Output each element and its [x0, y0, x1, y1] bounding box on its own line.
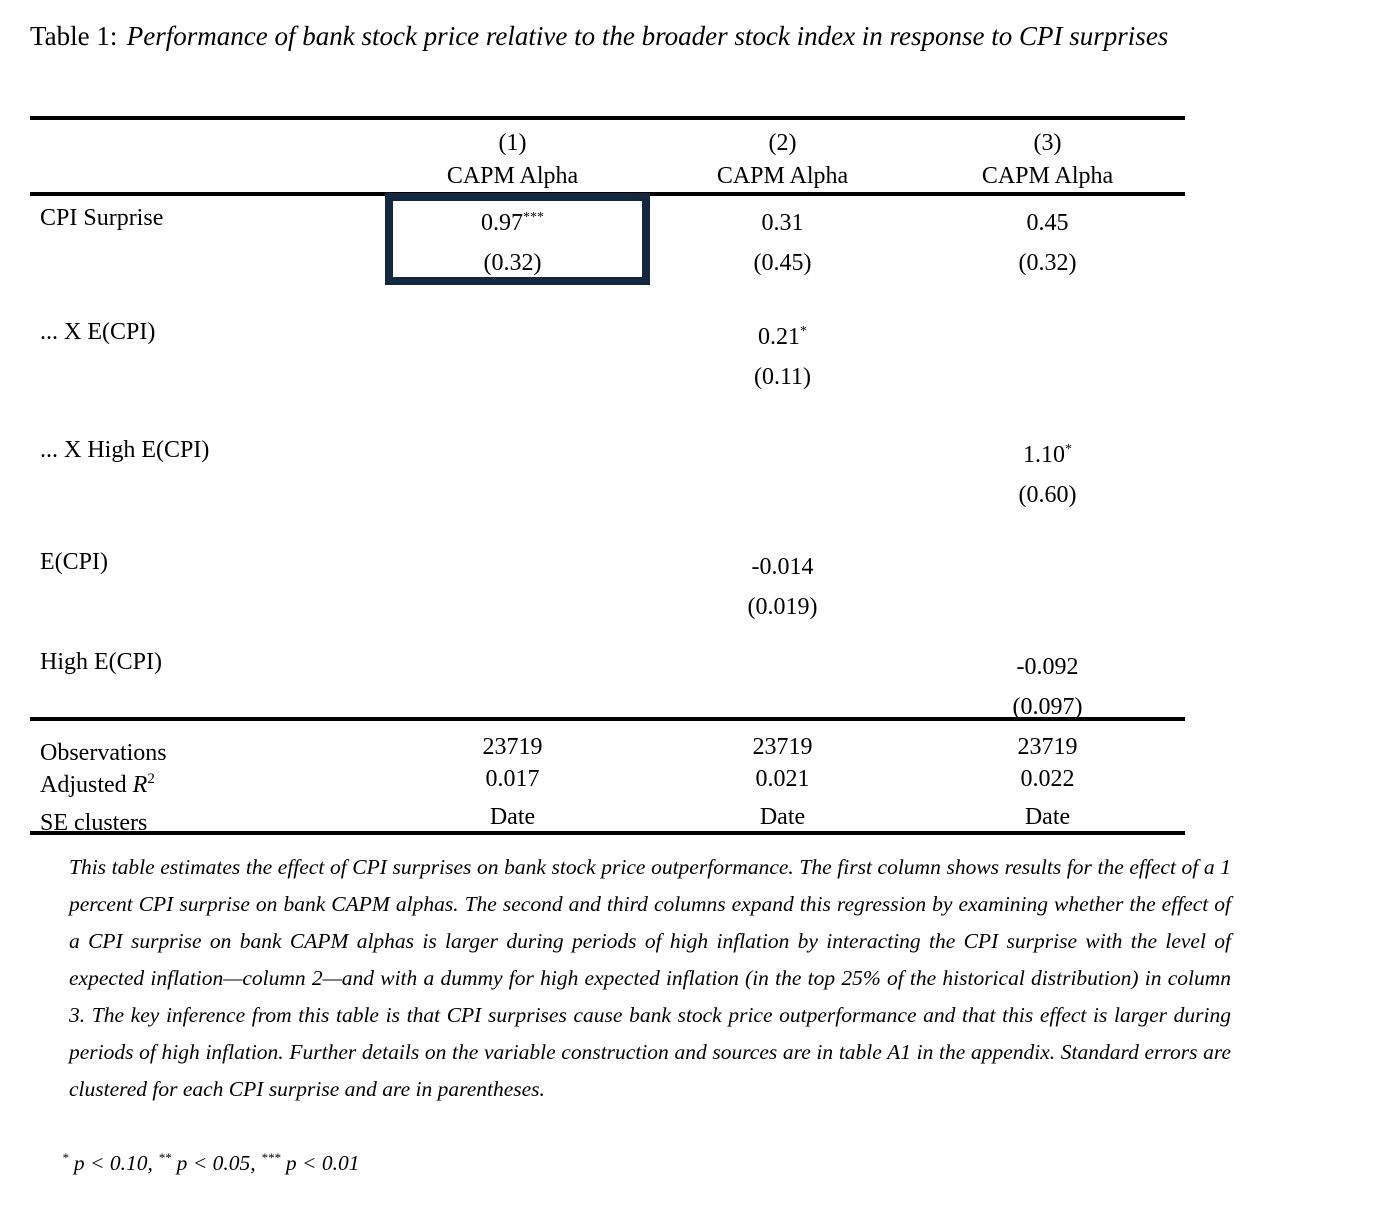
stat-value: Date [489, 804, 536, 830]
coef-cell [910, 198, 1185, 283]
table-number: Table 1: [30, 21, 118, 51]
column-header-2: CAPM Alpha [716, 163, 849, 189]
coef-estimate: -0.092 [1016, 654, 1079, 680]
coef-estimate: 0.45 [1026, 210, 1069, 236]
stat-value: 0.022 [1020, 766, 1075, 792]
coef-standard-error: (0.32) [1018, 250, 1077, 276]
coef-cell [910, 642, 1185, 727]
stat-label: Observations [40, 740, 167, 766]
math-variable: R [132, 772, 148, 798]
stat-value: 23719 [752, 734, 813, 760]
coef-standard-error: (0.019) [747, 594, 818, 620]
table-row-high-ecpi [30, 642, 1185, 727]
row-label: ... X E(CPI) [40, 319, 156, 345]
table-rule-top [30, 116, 1185, 120]
table-caption: Performance of bank stock price relative to the broader stock index in response to CPI surprises [126, 21, 1169, 51]
math-exponent: 2 [147, 771, 155, 787]
coef-standard-error: (0.097) [1012, 694, 1083, 720]
coef-cell [655, 642, 910, 727]
header-spacer [30, 161, 370, 191]
coef-cell [655, 430, 910, 515]
coef-cell [655, 312, 910, 397]
table-title [30, 8, 1190, 64]
coef-cell [655, 542, 910, 627]
stat-value: 0.017 [485, 766, 540, 792]
column-number-2: (2) [768, 130, 797, 156]
stat-label: SE clusters [40, 810, 148, 836]
coef-cell [655, 198, 910, 283]
coef-cell [370, 430, 655, 515]
table-row-x-ecpi [30, 312, 1185, 397]
significance-stars: *** [261, 1150, 281, 1165]
coef-estimate: -0.014 [751, 554, 814, 580]
highlight-annotation-box [385, 193, 650, 285]
stat-value: 0.021 [755, 766, 810, 792]
header-spacer [30, 128, 370, 158]
coef-estimate: 1.10* [1023, 442, 1072, 468]
coef-cell [370, 312, 655, 397]
coef-cell [910, 430, 1185, 515]
coef-estimate: 0.21* [758, 324, 807, 350]
significance-stars: * [800, 324, 807, 339]
stat-value: Date [1024, 804, 1071, 830]
row-label: High E(CPI) [40, 649, 162, 675]
significance-legend [62, 1150, 360, 1176]
significance-stars: *** [523, 210, 544, 225]
row-label: ... X High E(CPI) [40, 437, 210, 463]
coef-cell [370, 642, 655, 727]
legend-item: * p < 0.10, [62, 1150, 159, 1176]
coef-estimate: 0.31 [761, 210, 804, 236]
stat-value: 23719 [482, 734, 543, 760]
coef-standard-error: (0.60) [1018, 482, 1077, 508]
table-notes: This table estimates the effect of CPI surprises on bank stock price outperformance. The first column shows results for the effect of a 1 percent CPI surprise on bank CAPM alphas. The second and third columns expand this regression by examining whether the effect of a CPI surprise on bank CAPM alphas is larger during periods of high inflation by interacting the CPI surprise with the level of expected inflation—column 2—and with a dummy for high expected inflation (in the top 25% of the historical distribution) in column 3. The key inference from this table is that CPI surprises cause bank stock price outperformance and that this effect is larger during periods of high inflation. Further details on the variable construction and sources are in table A1 in the appendix. Standard errors are clustered for each CPI surprise and are in parentheses. [69, 855, 1231, 1101]
column-number-row [30, 128, 1185, 158]
column-number-1: (1) [498, 130, 527, 156]
significance-stars: * [62, 1150, 69, 1165]
legend-item: *** p < 0.01 [261, 1150, 360, 1176]
coef-cell [910, 312, 1185, 397]
significance-stars: ** [158, 1150, 172, 1165]
coef-standard-error: (0.45) [753, 250, 812, 276]
stat-value: Date [759, 804, 806, 830]
coef-cell [370, 542, 655, 627]
stat-row-adjusted-r2 [30, 762, 1185, 802]
table-row-x-high-ecpi [30, 430, 1185, 515]
row-label: CPI Surprise [40, 205, 164, 231]
column-header-3: CAPM Alpha [981, 163, 1114, 189]
coef-estimate: 0.97*** [481, 210, 544, 236]
coef-cell [910, 542, 1185, 627]
legend-item: ** p < 0.05, [158, 1150, 262, 1176]
stat-row-se-clusters [30, 800, 1185, 840]
significance-stars: * [1065, 442, 1072, 457]
coef-standard-error: (0.11) [753, 364, 812, 390]
stat-value: 23719 [1017, 734, 1078, 760]
column-header-1: CAPM Alpha [446, 163, 579, 189]
table-row-ecpi [30, 542, 1185, 627]
column-number-3: (3) [1033, 130, 1062, 156]
stat-label: Adjusted $R^2$ [40, 771, 155, 798]
coef-standard-error: (0.32) [483, 250, 542, 276]
row-label: E(CPI) [40, 549, 108, 575]
column-header-row [30, 161, 1185, 191]
